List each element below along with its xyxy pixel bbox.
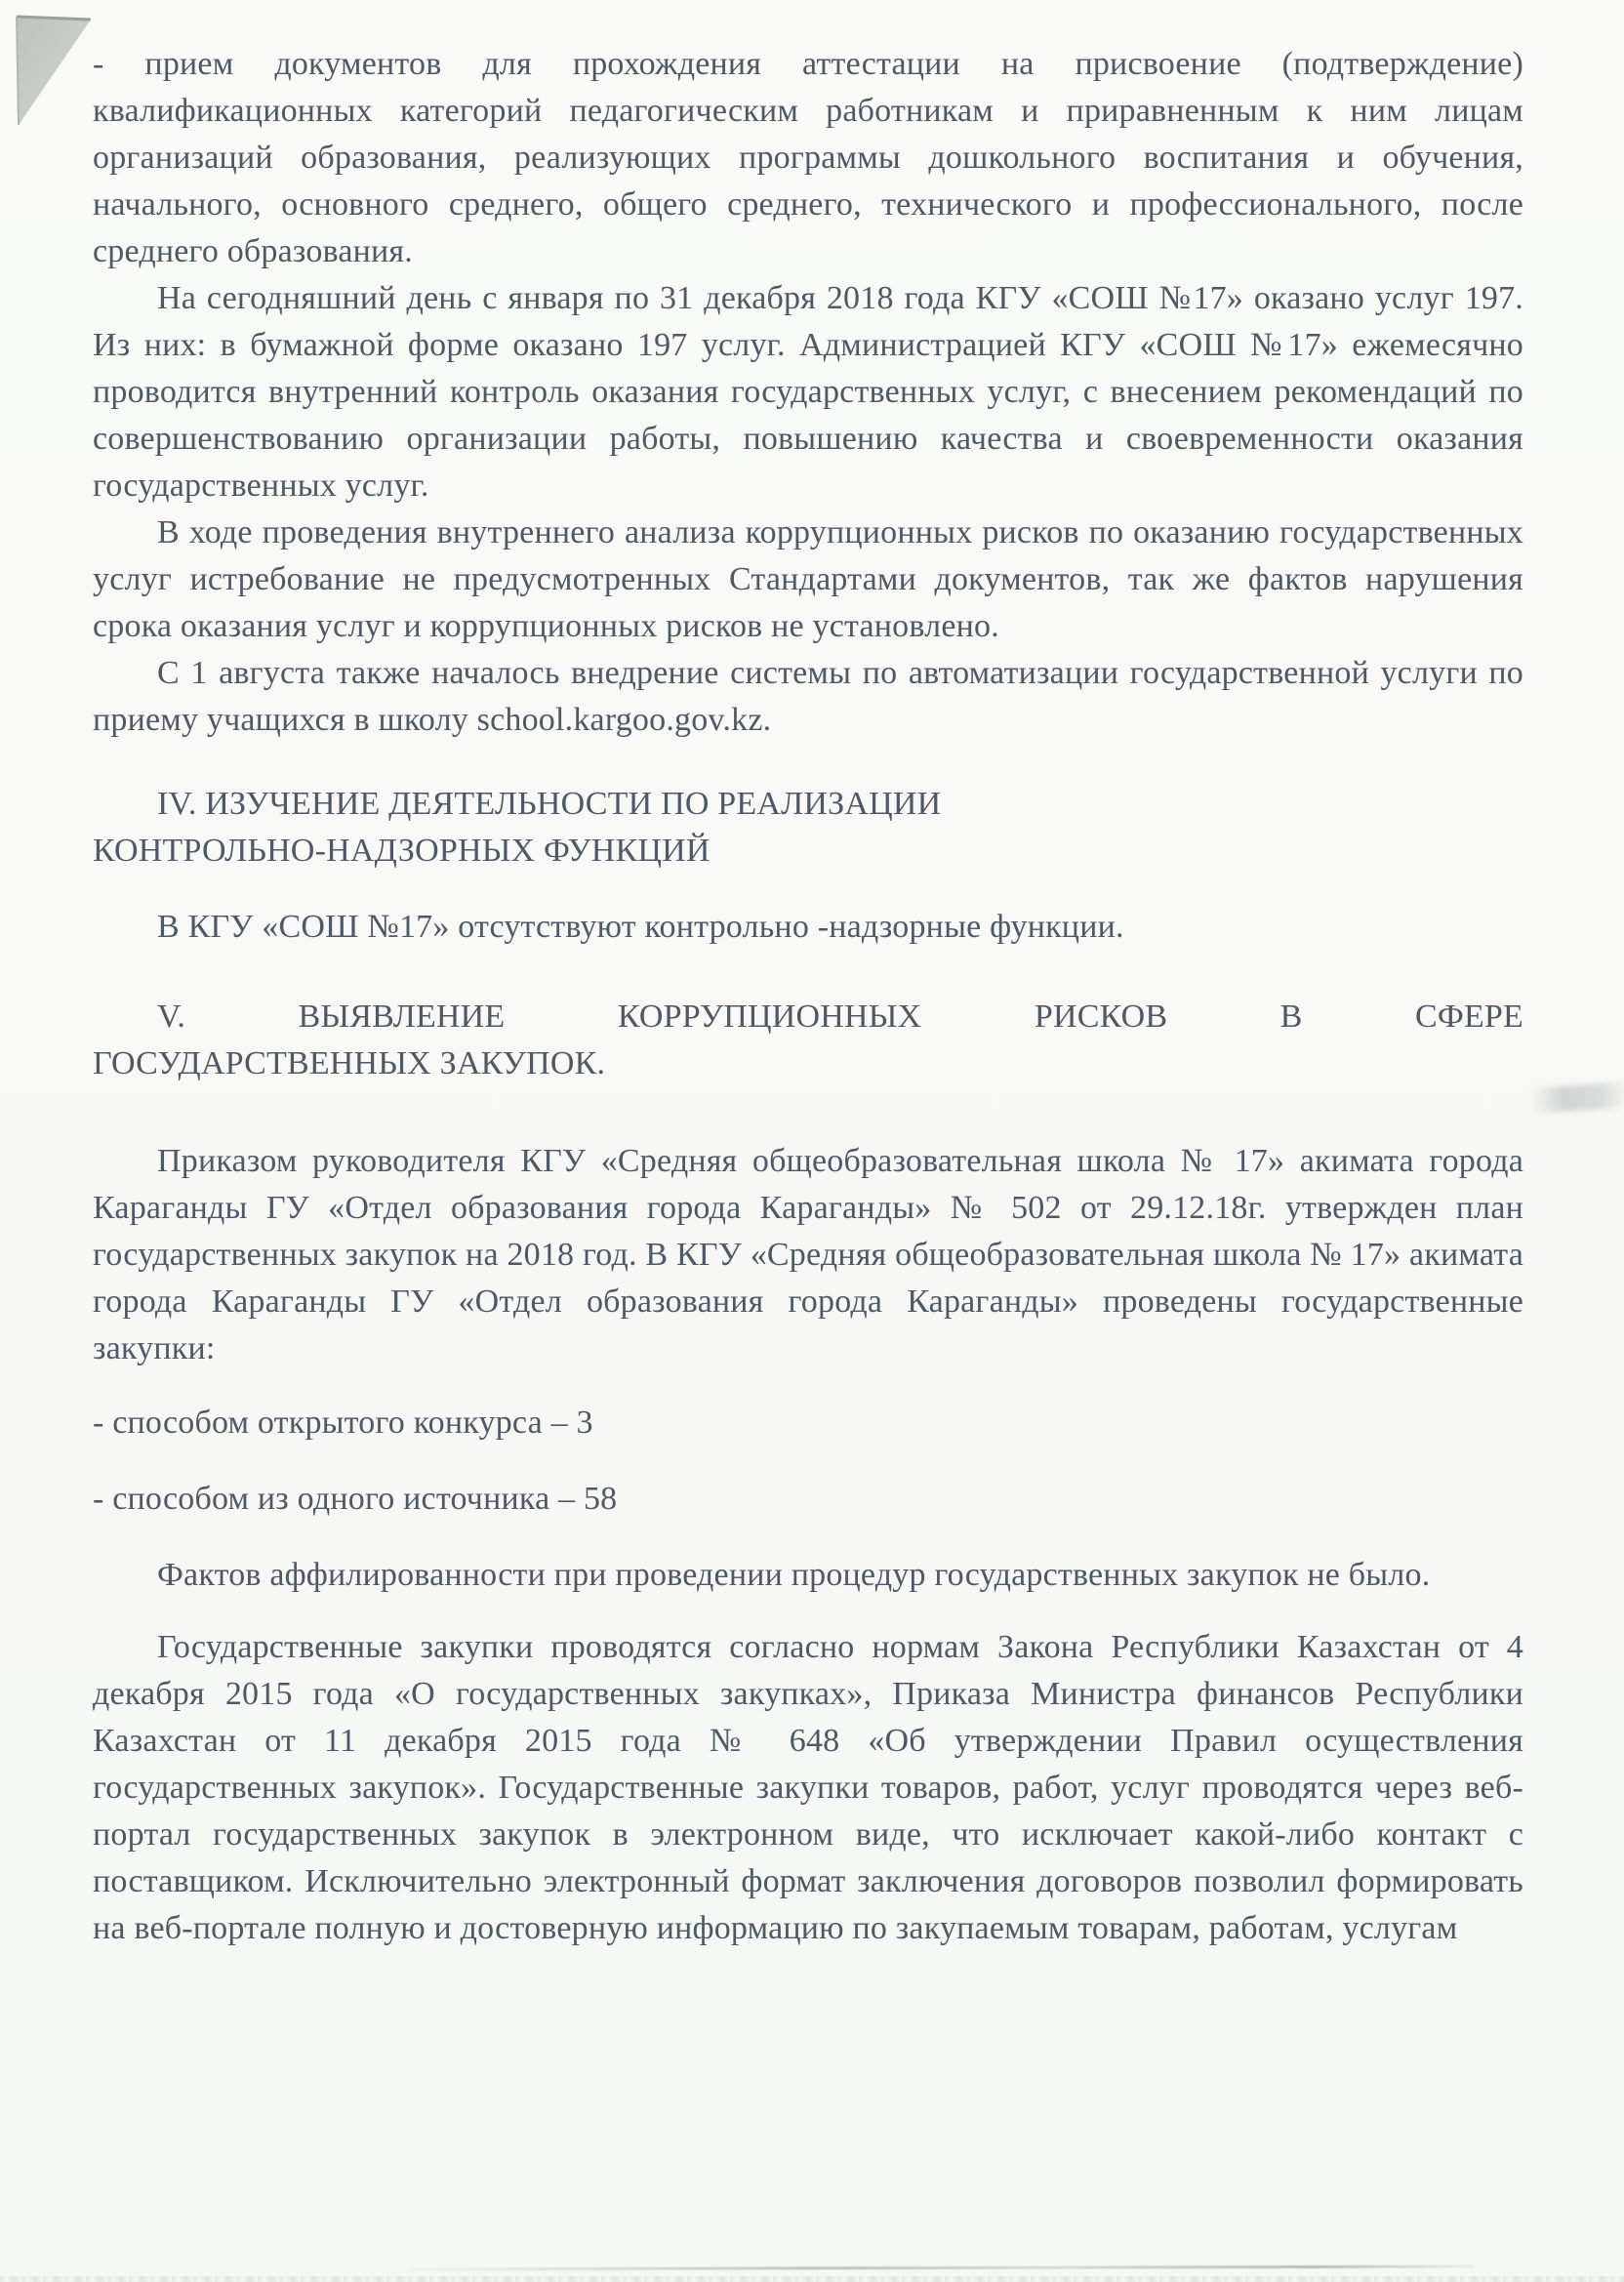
paragraph-procurement-law: Государственные закупки проводятся согласно нормам Закона Республики Казахстан от 4 декабря 2015 года «О государственных закупках», Приказа Министра финансов Республики Казахстан от 11 декабря 2015 года № 648 «Об утверждении Правил осуществления государственных закупок». Государственные закупки товаров, работ, услуг проводятся через веб-портал государственных закупок в электронном виде, что исключает какой-либо контакт с поставщиком. Исключительно электронный формат заключения договоров позволил формировать на веб-портале полную и достоверную информацию по закупаемым товарам, работам, услугам (93, 1629, 1523, 1946)
scan-bottom-line-artifact (410, 2265, 1474, 2271)
section-v-title-line1: V. ВЫЯВЛЕНИЕ КОРРУПЦИОННЫХ РИСКОВ В СФЕРЕ (157, 998, 1523, 1035)
section-iv-title-line1: IV. ИЗУЧЕНИЕ ДЕЯТЕЛЬНОСТИ ПО РЕАЛИЗАЦИИ (157, 786, 942, 822)
list-item-single-source: - способом из одного источника – 58 (93, 1481, 618, 1517)
scan-edge-noise-artifact (0, 2276, 1624, 2282)
section-heading-iv (93, 781, 1523, 875)
paragraph-internal-analysis: В ходе проведения внутреннего анализа коррупционных рисков по оказанию государственных услуг истребование не предусмотренных Стандартами документов, так же фактов нарушения срока оказания услуг и коррупционных рисков не установлено. (93, 514, 1523, 644)
paragraph-services-statistics: На сегодняшний день с января по 31 декабря 2018 года КГУ «СОШ №17» оказано услуг 197. Из них: в бумажной форме оказано 197 услуг. Администрацией КГУ «СОШ №17» ежемесячно проводится внутренний контроль оказания государственных услуг, с внесением рекомендаций по совершенствованию организации работы, повышению качества и своевременности оказания государственных услуг. (93, 280, 1523, 504)
section-heading-v (93, 994, 1523, 1087)
paragraph-automation-system: С 1 августа также началось внедрение системы по автоматизации государственной услуги по приему учащихся в школу school.kargoo.gov.kz. (93, 655, 1523, 738)
paragraph-section-iv-body: В КГУ «СОШ №17» отсутствуют контрольно -надзорные функции. (157, 909, 1124, 945)
section-iv-title-line2: КОНТРОЛЬНО-НАДЗОРНЫХ ФУНКЦИЙ (93, 833, 710, 869)
paragraph-attestation-services: - прием документов для прохождения аттестации на присвоение (подтверждение) квалификационных категорий педагогическим работникам и приравненным к ним лицам организаций образования, реализующих программы дошкольного воспитания и обучения, начального, основного среднего, общего среднего, технического и профессионального, после среднего образования. (93, 46, 1523, 269)
paragraph-procurement-plan: Приказом руководителя КГУ «Средняя общеобразовательная школа № 17» акимата города Караганды ГУ «Отдел образования города Караганды» № 502 от 29.12.18г. утвержден план государственных закупок на 2018 год. В КГУ «Средняя общеобразовательная школа № 17» акимата города Караганды ГУ «Отдел образования города Караганды» проведены государственные закупки: (93, 1143, 1523, 1366)
document-body-text (93, 41, 1523, 1952)
list-item-open-tender: - способом открытого конкурса – 3 (93, 1405, 593, 1441)
section-v-title-line2: ГОСУДАРСТВЕННЫХ ЗАКУПОК. (93, 1045, 606, 1081)
paragraph-affiliation-facts: Фактов аффилированности при проведении процедур государственных закупок не было. (157, 1557, 1431, 1593)
scan-smudge-artifact (1529, 1082, 1624, 1115)
